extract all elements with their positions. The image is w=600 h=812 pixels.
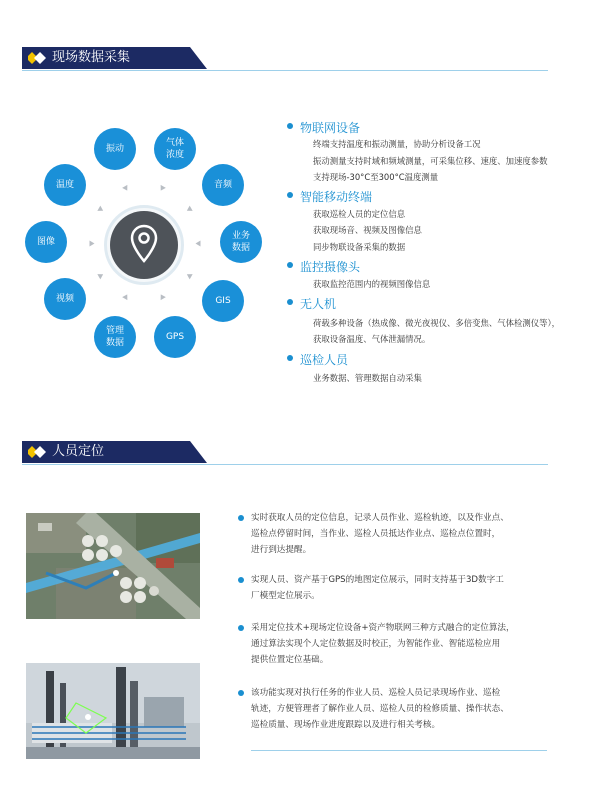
section-divider [22, 70, 548, 71]
category-title: 物联网设备 [300, 119, 360, 136]
category-line: 同步物联设备采集的数据 [313, 242, 406, 252]
node-gas-concentration: 气体 浓度 [154, 128, 196, 170]
node-gis: GIS [202, 280, 244, 322]
node-temperature: 温度 [44, 164, 86, 206]
flow-arrow [196, 241, 201, 247]
feature-line: 巡检质量、现场作业进度跟踪以及进行相关考核。 [251, 720, 441, 730]
feature-line: 实现人员、资产基于GPS的地图定位展示，同时支持基于3D数字工 [251, 575, 504, 585]
category-line: 振动测量支持时域和频域测量，可采集位移、速度、加速度参数 [313, 156, 548, 166]
flow-arrow [122, 185, 130, 192]
flow-arrow [90, 241, 95, 247]
category-line: 支持现场-30°C至300°C温度测量 [313, 172, 439, 182]
bullet-dot-icon [287, 355, 293, 361]
feature-line: 进行到达提醒。 [251, 545, 312, 555]
node-image: 图像 [25, 221, 67, 263]
category-title: 监控摄像头 [300, 258, 360, 275]
node-video: 视频 [44, 278, 86, 320]
section-header-data-collection [22, 47, 548, 69]
flow-arrow [158, 293, 166, 300]
category-title: 巡检人员 [300, 351, 348, 368]
category-line: 业务数据、管理数据自动采集 [313, 373, 422, 383]
node-gps: GPS [154, 316, 196, 358]
bullet-dot-icon [287, 299, 293, 305]
feature-line: 采用定位技术+现场定位设备+资产物联网三种方式融合的定位算法， [251, 623, 515, 633]
flow-arrow [97, 206, 104, 214]
section-divider [22, 464, 548, 465]
category-line: 获取现场音、视频及图像信息 [313, 225, 422, 235]
diamond-icon [28, 52, 48, 64]
bullet-dot-icon [287, 262, 293, 268]
aerial-plant-map-image [26, 513, 200, 619]
section-header-bar [22, 441, 207, 463]
flow-arrow [185, 272, 192, 280]
bullet-dot-icon [238, 515, 244, 521]
bullet-dot-icon [238, 577, 244, 583]
node-audio: 音频 [202, 164, 244, 206]
category-line: 获取巡检人员的定位信息 [313, 209, 406, 219]
section-title: 现场数据采集 [52, 50, 131, 65]
category-title: 智能移动终端 [300, 188, 372, 205]
category-line: 荷载多种设备（热成像、微光夜视仪、多倍变焦、气体检测仪等）， [313, 318, 561, 328]
flow-arrow [122, 293, 130, 300]
flow-arrow [97, 272, 104, 280]
feature-bullet [251, 510, 551, 558]
node-business-data: 业务 数据 [220, 221, 262, 263]
feature-line: 轨迹，方便管理者了解作业人员、巡检人员的检修质量、操作状态、 [251, 704, 509, 714]
bullet-dot-icon [238, 625, 244, 631]
category-line: 获取设备温度、气体泄漏情况。 [313, 334, 431, 344]
feature-line: 该功能实现对执行任务的作业人员、巡检人员记录现场作业、巡检 [251, 688, 501, 698]
feature-line: 提供位置定位基础。 [251, 655, 329, 665]
section-header-personnel-positioning [22, 441, 548, 463]
3d-plant-model-image [26, 663, 200, 759]
diamond-icon [28, 446, 48, 458]
category-line: 终端支持温度和振动测量，协助分析设备工况 [313, 139, 481, 149]
feature-bullet [251, 620, 551, 668]
location-pin-icon [130, 224, 158, 264]
bullet-dot-icon [287, 192, 293, 198]
feature-line: 通过算法实现个人定位数据及时校正，为智能作业、智能巡检应用 [251, 639, 501, 649]
flow-arrow [185, 206, 192, 214]
category-line: 获取监控范围内的视频图像信息 [313, 279, 431, 289]
bullet-dot-icon [238, 690, 244, 696]
section-title: 人员定位 [52, 444, 105, 459]
feature-line: 实时获取人员的定位信息，记录人员作业、巡检轨迹，以及作业点、 [251, 513, 509, 523]
flow-arrow [158, 185, 166, 192]
category-title: 无人机 [300, 295, 336, 312]
feature-bullet [251, 685, 551, 733]
feature-line: 巡检点停留时间，当作业、巡检人员抵达作业点、巡检点位置时， [251, 529, 501, 539]
feature-bullet [251, 572, 551, 604]
bullet-dot-icon [287, 123, 293, 129]
node-vibration: 振动 [94, 128, 136, 170]
node-management-data: 管理 数据 [94, 316, 136, 358]
bottom-divider [251, 750, 547, 751]
feature-line: 厂模型定位展示。 [251, 591, 320, 601]
